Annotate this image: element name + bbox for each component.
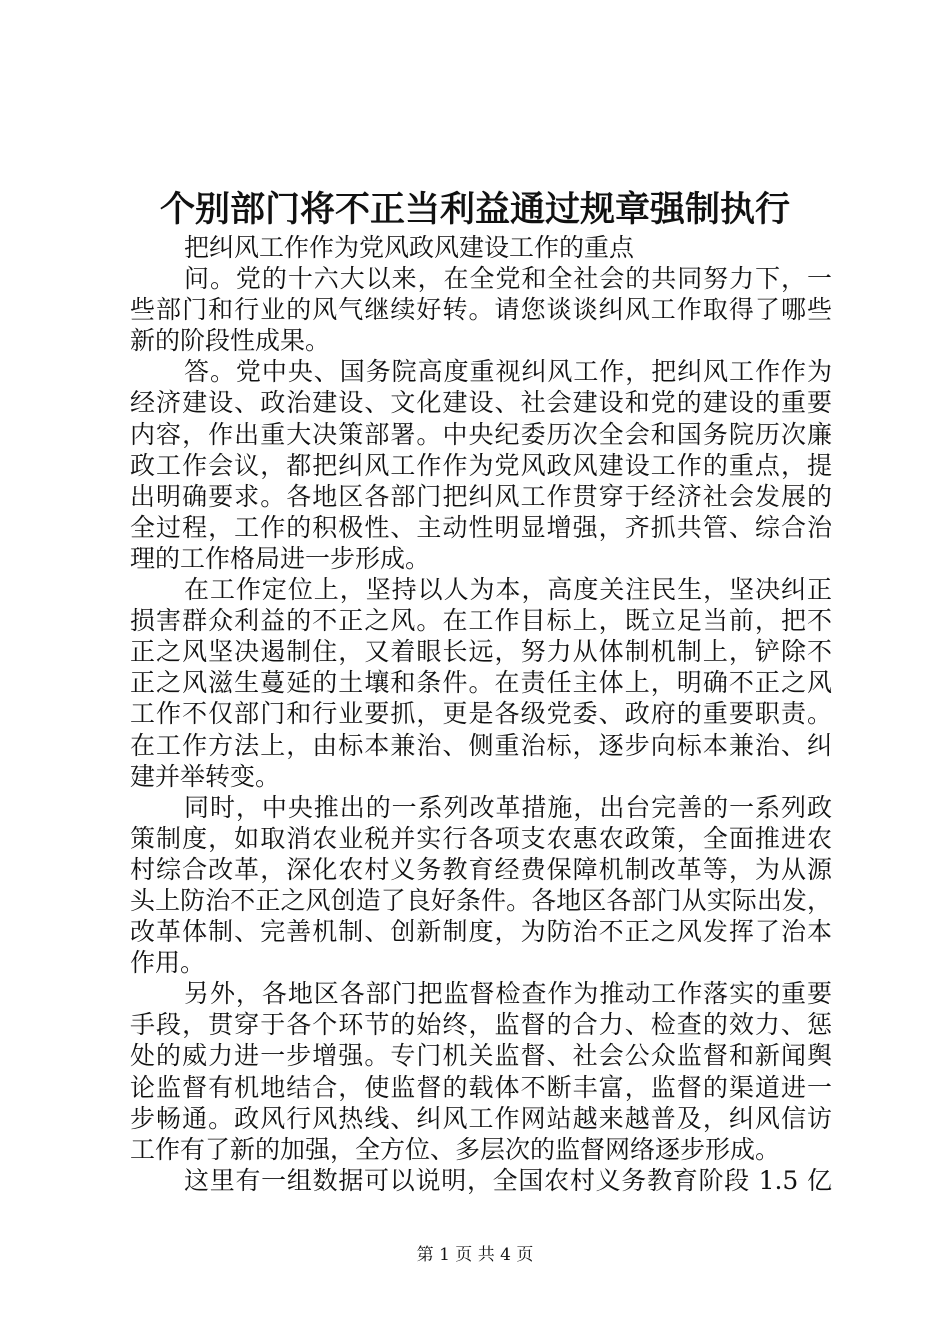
text-line: 新的阶段性成果。	[130, 326, 331, 356]
text-line: 同时，中央推出的一系列改革措施，出台完善的一系列政	[184, 792, 832, 822]
text-line: 正之风坚决遏制住，又着眼长远，努力从体制机制上，铲除不	[130, 637, 832, 667]
text-line: 些部门和行业的风气继续好转。请您谈谈纠风工作取得了哪些	[130, 295, 832, 325]
text-line: 工作不仅部门和行业要抓，更是各级党委、政府的重要职责。	[130, 699, 832, 729]
text-line: 策制度，如取消农业税并实行各项支农惠农政策，全面推进农	[130, 823, 832, 853]
text-line: 内容，作出重大决策部署。中央纪委历次全会和国务院历次廉	[130, 419, 832, 449]
text-line: 答。党中央、国务院高度重视纠风工作，把纠风工作作为	[184, 357, 832, 387]
text-line: 经济建设、政治建设、文化建设、社会建设和党的建设的重要	[130, 388, 832, 418]
text-line: 全过程，工作的积极性、主动性明显增强，齐抓共管、综合治	[130, 512, 832, 542]
text-line: 处的威力进一步增强。专门机关监督、社会公众监督和新闻舆	[130, 1041, 832, 1071]
text-line: 这里有一组数据可以说明，全国农村义务教育阶段 1.5 亿	[184, 1165, 832, 1195]
text-line: 手段，贯穿于各个环节的始终，监督的合力、检查的效力、惩	[130, 1010, 832, 1040]
text-line: 村综合改革，深化农村义务教育经费保障机制改革等，为从源	[130, 854, 832, 884]
text-line: 损害群众利益的不正之风。在工作目标上，既立足当前，把不	[130, 606, 832, 636]
text-line: 建并举转变。	[130, 761, 281, 791]
document-title: 个别部门将不正当利益通过规章强制执行	[159, 189, 790, 230]
text-line: 步畅通。政风行风热线、纠风工作网站越来越普及，纠风信访	[130, 1103, 832, 1133]
text-line: 在工作定位上，坚持以人为本，高度关注民生，坚决纠正	[184, 575, 832, 605]
text-line: 改革体制、完善机制、创新制度，为防治不正之风发挥了治本	[130, 917, 832, 947]
text-line: 另外，各地区各部门把监督检查作为推动工作落实的重要	[184, 979, 832, 1009]
text-line: 头上防治不正之风创造了良好条件。各地区各部门从实际出发，	[130, 885, 832, 915]
text-line: 工作有了新的加强，全方位、多层次的监督网络逐步形成。	[130, 1134, 781, 1164]
text-line: 论监督有机地结合，使监督的载体不断丰富，监督的渠道进一	[130, 1072, 832, 1102]
text-line: 在工作方法上，由标本兼治、侧重治标，逐步向标本兼治、纠	[130, 730, 832, 760]
text-line: 问。党的十六大以来，在全党和全社会的共同努力下，一	[184, 264, 832, 294]
text-line: 作用。	[130, 948, 206, 978]
text-line: 出明确要求。各地区各部门把纠风工作贯穿于经济社会发展的	[130, 481, 832, 511]
document-body	[130, 232, 832, 1196]
page-footer: 第 1 页 共 4 页	[416, 1245, 534, 1265]
text-line: 政工作会议，都把纠风工作作为党风政风建设工作的重点，提	[130, 450, 832, 480]
text-line: 把纠风工作作为党风政风建设工作的重点	[184, 233, 635, 262]
text-line: 正之风滋生蔓延的土壤和条件。在责任主体上，明确不正之风	[130, 668, 832, 698]
text-line: 理的工作格局进一步形成。	[130, 543, 431, 573]
